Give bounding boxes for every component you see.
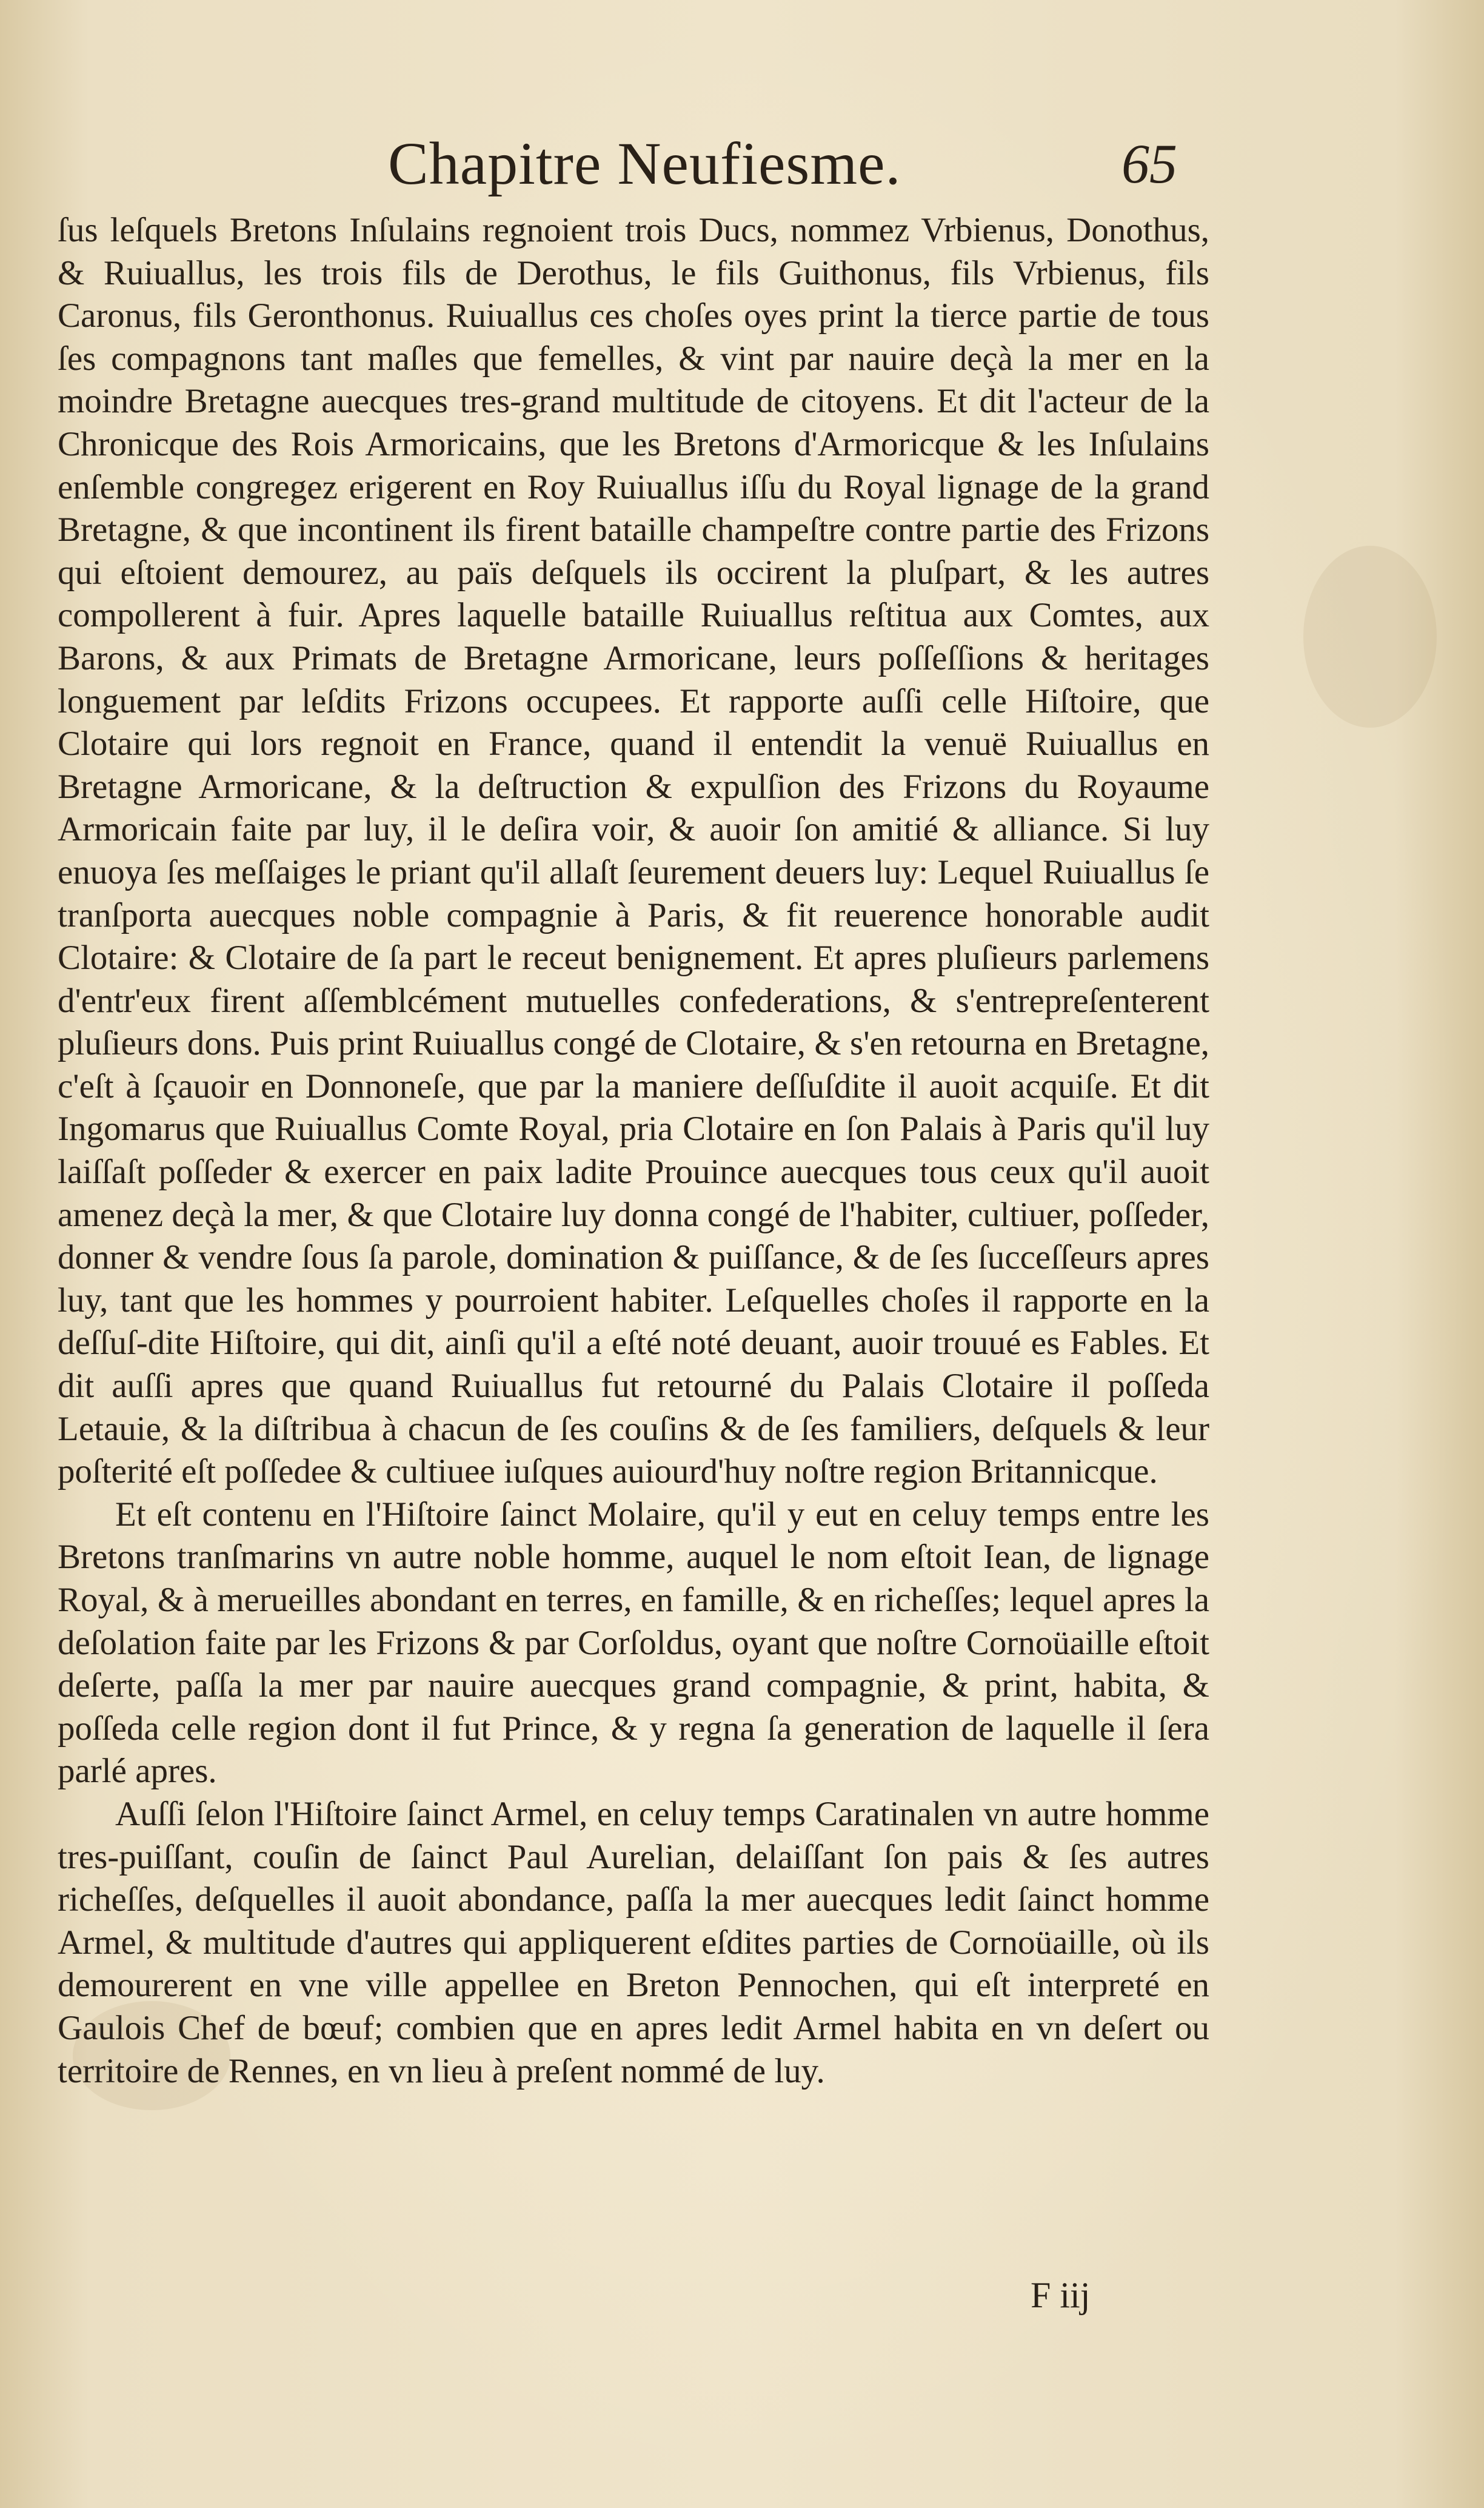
paragraph: Et eſt contenu en l'Hiſtoire ſainct Molaire, qu'il y eut en celuy temps entre les Bretons tranſmarins vn autre noble homme, auquel le nom eſtoit Iean, de lignage Royal, & à merueilles abondant en terres, en famille, & en richeſſes; lequel apres la deſolation faite par les Frizons & par Corſoldus, oyant que noſtre Cornoüaille eſtoit deſerte, paſſa la mer par nauire auecques grand compagnie, & print, habita, & poſſeda celle region dont il fut Prince, & y regna ſa generation de laquelle il ſera parlé apres. [58,1495,1209,1791]
page-number: 65 [1121,133,1177,195]
chapter-title: Chapitre Neufiesme. [388,130,901,197]
paper-stain [1303,546,1437,728]
body-text [58,209,1209,2093]
signature-mark: F iij [1031,2275,1091,2315]
paragraph: Auſſi ſelon l'Hiſtoire ſainct Armel, en celuy temps Caratinalen vn autre homme tres-puiſſant, couſin de ſainct Paul Aurelian, delaiſſant ſon pais & ſes autres richeſſes, deſquelles il auoit abondance, paſſa la mer auecques ledit ſainct homme Armel, & multitude d'autres qui appliquerent eſdites parties de Cornoüaille, où ils demourerent en vne ville appellee en Breton Pennochen, qui eſt interpreté en Gaulois Chef de bœuf; combien que en apres ledit Armel habita en vn deſert ou territoire de Rennes, en vn lieu à preſent nommé de luy. [58,1794,1209,2090]
running-head [0,124,1484,203]
paragraph: ſus leſquels Bretons Inſulains regnoient trois Ducs, nommez Vrbienus, Donothus, & Ruiuallus, les trois fils de Derothus, le fils Guithonus, fils Vrbienus, fils Caronus, fils Geronthonus. Ruiuallus ces choſes oyes print la tierce partie de tous ſes compagnons tant maſles que femelles, & vint par nauire deçà la mer en la moindre Bretagne auecques tres-grand multitude de citoyens. Et dit l'acteur de la Chronicque des Rois Armoricains, que les Bretons d'Armoricque & les Inſulains enſemble congregez erigerent en Roy Ruiuallus iſſu du Royal lignage de la grand Bretagne, & que incontinent ils firent bataille champeſtre contre partie des Frizons qui eſtoient demourez, au païs deſquels ils occirent la pluſpart, & les autres compollerent à fuir. Apres laquelle bataille Ruiuallus reſtitua aux Comtes, aux Barons, & aux Primats de Bretagne Armoricane, leurs poſſeſſions & heritages longuement par leſdits Frizons occupees. Et rapporte auſſi celle Hiſtoire, que Clotaire qui lors regnoit en France, quand il entendit la venuë Ruiuallus en Bretagne Armoricane, & la deſtruction & expulſion des Frizons du Royaume Armoricain faite par luy, il le deſira voir, & auoir ſon amitié & alliance. Si luy enuoya ſes meſſaiges le priant qu'il allaſt ſeurement deuers luy: Lequel Ruiuallus ſe tranſporta auecques noble compagnie à Paris, & fit reuerence honorable audit Clotaire: & Clotaire de ſa part le receut benignement. Et apres pluſieurs parlemens d'entr'eux firent aſſemblcément mutuelles confederations, & s'entrepreſenterent pluſieurs dons. Puis print Ruiuallus congé de Clotaire, & s'en retourna en Bretagne, c'eſt à ſçauoir en Donnoneſe, que par la maniere deſſuſdite il auoit acquiſe. Et dit Ingomarus que Ruiuallus Comte Royal, pria Clotaire en ſon Palais à Paris qu'il luy laiſſaſt poſſeder & exercer en paix ladite Prouince auecques tous ceux qu'il auoit amenez deçà la mer, & que Clotaire luy donna congé de l'habiter, cultiuer, poſſeder, donner & vendre ſous ſa parole, domination & puiſſance, & de ſes ſucceſſeurs apres luy, tant que les hommes y pourroient habiter. Leſquelles choſes il rapporte en la deſſuſ-dite Hiſtoire, qui dit, ainſi qu'il a eſté noté deuant, auoir trouué es Fables. Et dit auſſi apres que quand Ruiuallus fut retourné du Palais Clotaire il poſſeda Letauie, & la diſtribua à chacun de ſes couſins & de ſes familiers, deſquels & leur poſterité eſt poſſedee & cultiuee iuſques auiourd'huy noſtre region Britannicque. [58,211,1209,1491]
